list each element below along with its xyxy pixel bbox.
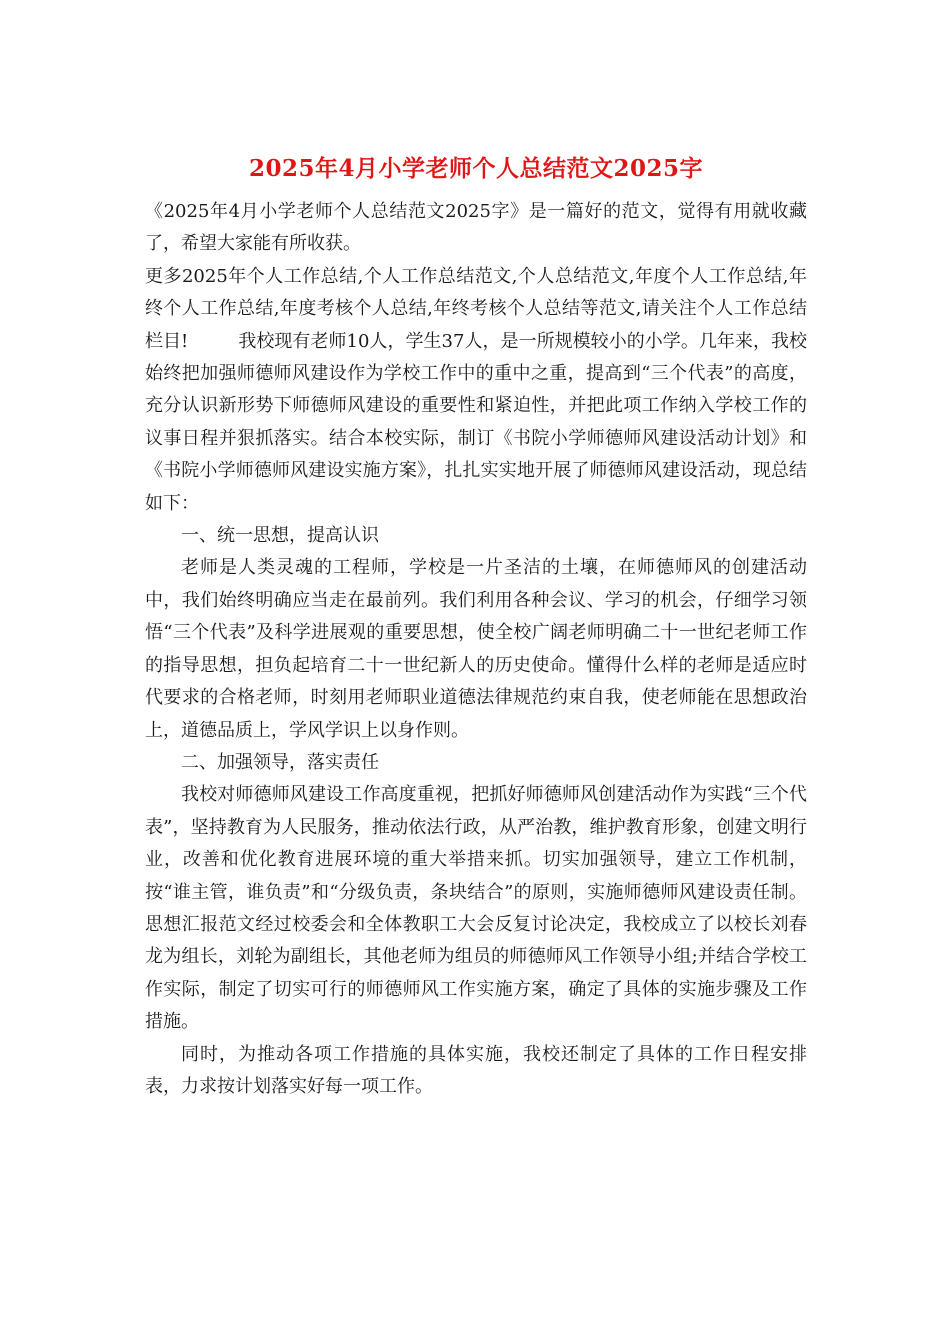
opening-text: 我校现有老师10人，学生37人，是一所规模较小的小学。几年来，我校始终把加强师德师风建设作为学校工作中的重中之重，提高到“三个代表”的高度，充分认识新形势下师德师风建设的重要性和紧迫性，并把此项工作纳入学校工作的议事日程并狠抓落实。结合本校实际，制订《书院小学师德师风建设活动计划》和《书院小学师德师风建设实施方案》，扎扎实实地开展了师德师风建设活动，现总结如下： [145, 330, 807, 514]
section-1-heading: 一、统一思想，提高认识 [181, 525, 379, 547]
document-body [145, 150, 807, 1103]
section-1-body: 老师是人类灵魂的工程师，学校是一片圣洁的土壤，在师德师风的创建活动中，我们始终明确应当走在最前列。我们利用各种会议、学习的机会，仔细学习领悟“三个代表”及科学进展观的重要思想，使全校广阔老师明确二十一世纪老师工作的指导思想，担负起培育二十一世纪新人的历史使命。懂得什么样的老师是适应时代要求的合格老师，时刻用老师职业道德法律规范约束自我，使老师能在思想政治上，道德品质上，学风学识上以身作则。 [145, 557, 807, 741]
document-title: 2025年4月小学老师个人总结范文2025字 [248, 155, 704, 182]
section-2-heading: 二、加强领导，落实责任 [181, 751, 379, 773]
section-2-body-continued: 同时，为推动各项工作措施的具体实施，我校还制定了具体的工作日程安排表，力求按计划落实好每一项工作。 [145, 1043, 807, 1097]
intro-paragraph: 《2025年4月小学老师个人总结范文2025字》是一篇好的范文，觉得有用就收藏了，希望大家能有所收获。 [145, 201, 807, 255]
section-2-body: 我校对师德师风建设工作高度重视，把抓好师德师风创建活动作为实践“三个代表”，坚持教育为人民服务，推动依法行政，从严治教，维护教育形象，创建文明行业，改善和优化教育进展环境的重大举措来抓。切实加强领导，建立工作机制，按“谁主管，谁负责”和“分级负责，条块结合”的原则，实施师德师风建设责任制。思想汇报范文经过校委会和全体教职工大会反复讨论决定，我校成立了以校长刘春龙为组长，刘轮为副组长，其他老师为组员的师德师风工作领导小组;并结合学校工作实际，制定了切实可行的师德师风工作实施方案，确定了具体的实施步骤及工作措施。 [145, 784, 807, 1033]
opening-paragraph [145, 261, 807, 520]
related-links-text: 更多2025年个人工作总结,个人工作总结范文,个人总结范文,年度个人工作总结,年终个人工作总结,年度考核个人总结,年终考核个人总结等范文,请关注个人工作总结栏目! [145, 265, 807, 352]
